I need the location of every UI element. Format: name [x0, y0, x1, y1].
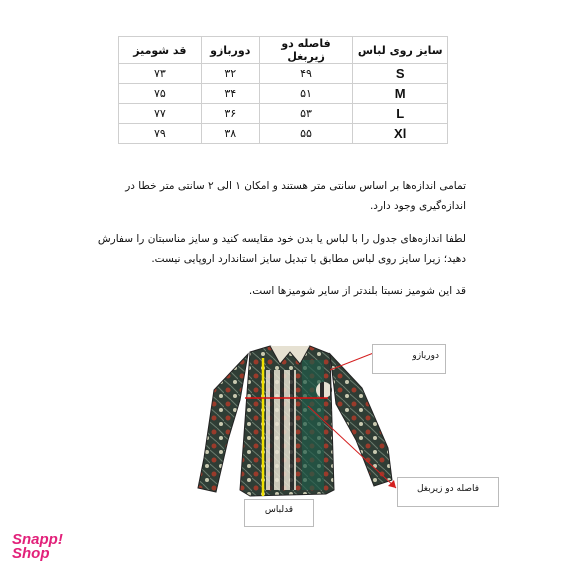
length-label: قدلباس: [244, 499, 314, 527]
table-row: [119, 64, 448, 84]
snappshop-logo: [12, 533, 63, 561]
size-cell: M: [353, 84, 448, 104]
chest-cell: ۵۱: [259, 84, 353, 104]
size-advice-note: [96, 229, 466, 269]
note-text: لطفا اندازه‌های جدول را با لباس یا بدن خود مقایسه کنید و سایز مناسبتان را سفارش دهید؛ زیرا سایز روی لباس مطابق با تبدیل سایز استاندارد اروپایی نیست.: [97, 233, 466, 265]
header-sleeve: دوربازو: [201, 37, 259, 64]
sleeve-label: دوربازو: [372, 344, 446, 374]
length-cell: ۷۷: [119, 104, 202, 124]
size-table: [118, 36, 448, 144]
table-row: [119, 124, 448, 144]
sleeve-cell: ۳۲: [201, 64, 259, 84]
header-size: سایز روی لباس: [353, 37, 448, 64]
length-cell: ۷۳: [119, 64, 202, 84]
measurement-note: [96, 176, 466, 216]
length-cell: ۷۵: [119, 84, 202, 104]
chest-cell: ۵۳: [259, 104, 353, 124]
length-note: [96, 281, 466, 301]
header-chest: فاصله دو زیربغل: [259, 37, 353, 64]
shirt-body: [198, 346, 392, 496]
length-cell: ۷۹: [119, 124, 202, 144]
chest-label: فاصله دو زیربغل: [397, 477, 499, 507]
logo-line2: Shop: [12, 545, 50, 562]
chest-cell: ۵۵: [259, 124, 353, 144]
size-cell: S: [353, 64, 448, 84]
note-text: قد این شومیز نسبتا بلندتر از سایر شومیزها است.: [248, 285, 466, 297]
sleeve-cell: ۳۶: [201, 104, 259, 124]
table-row: [119, 84, 448, 104]
size-cell: Xl: [353, 124, 448, 144]
table-row: [119, 104, 448, 124]
note-text: تمامی اندازه‌ها بر اساس سانتی متر هستند و امکان ۱ الی ۲ سانتی متر خطا در اندازه‌گیری وجود دارد.: [125, 180, 466, 212]
size-cell: L: [353, 104, 448, 124]
sleeve-cell: ۳۴: [201, 84, 259, 104]
chest-cell: ۴۹: [259, 64, 353, 84]
header-length: قد شومیز: [119, 37, 202, 64]
logo-line1: Snapp!: [12, 531, 63, 548]
sleeve-cell: ۳۸: [201, 124, 259, 144]
table-header-row: [119, 37, 448, 64]
